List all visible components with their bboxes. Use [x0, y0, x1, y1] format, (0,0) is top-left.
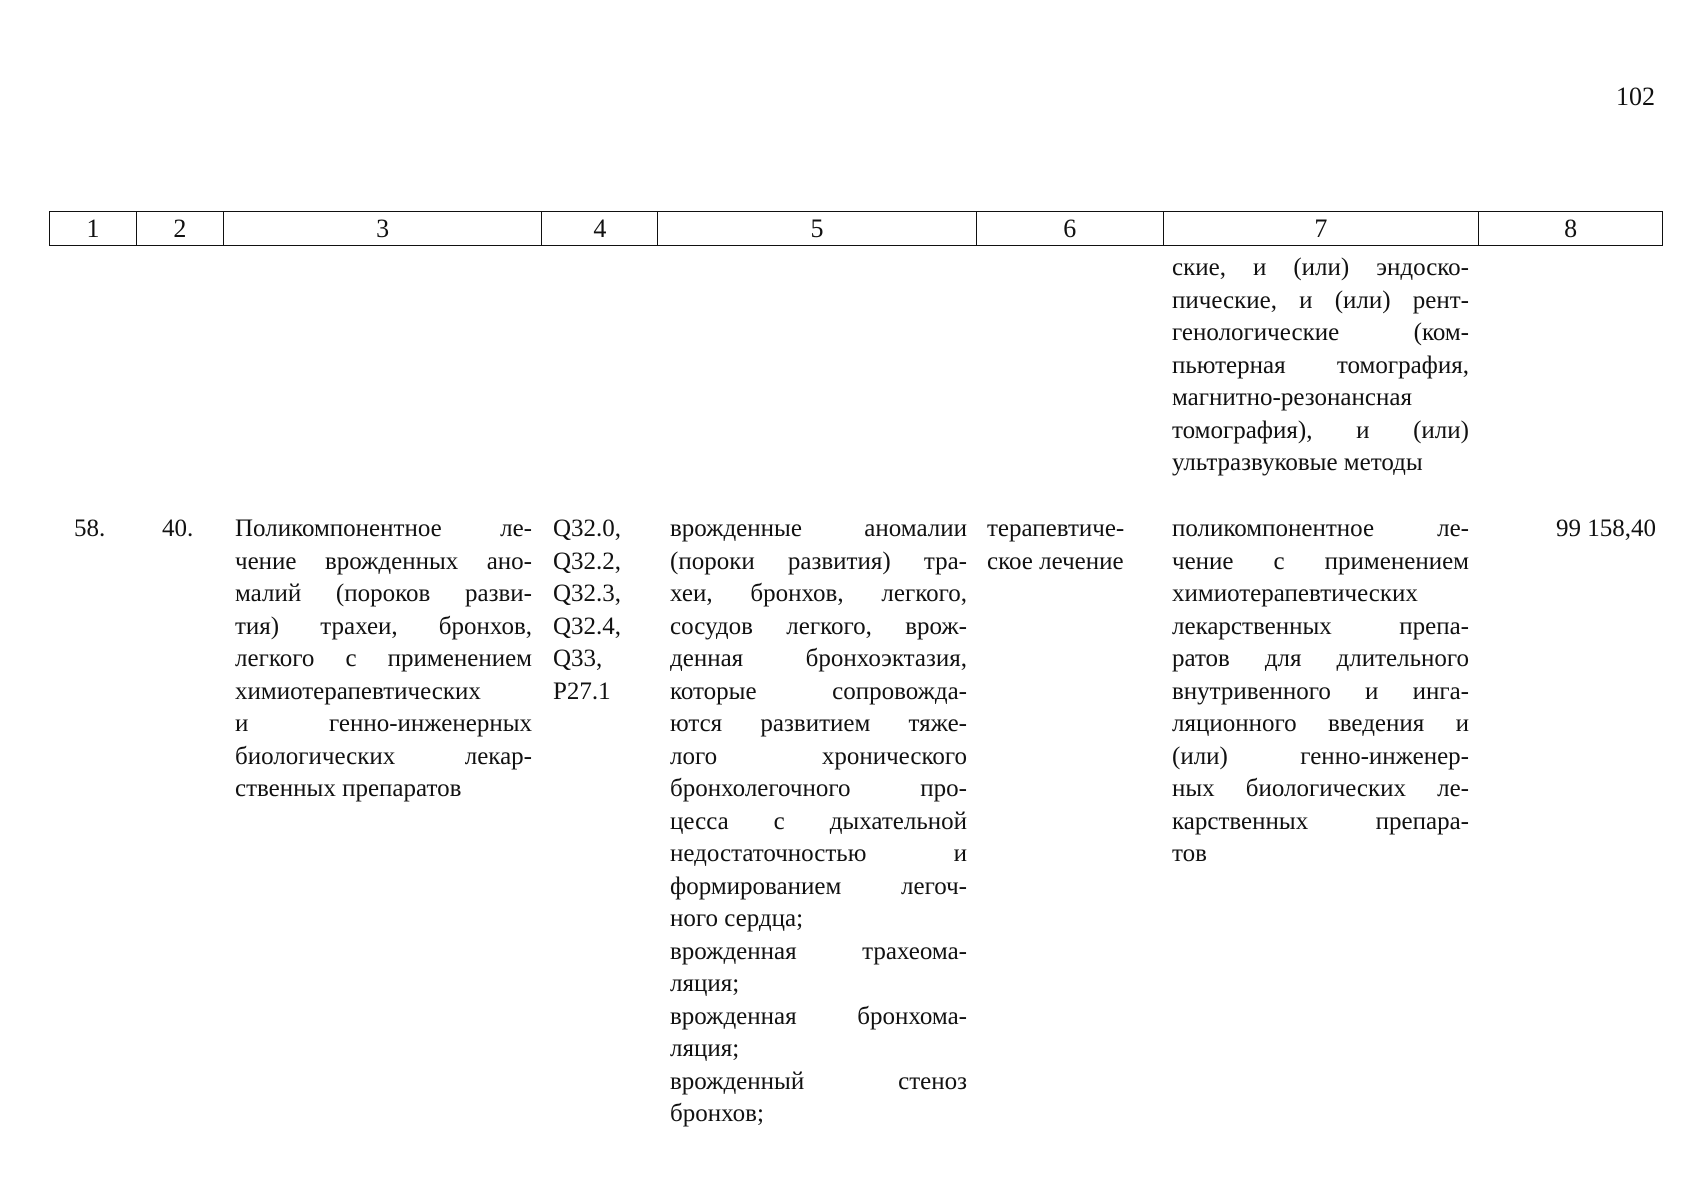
- text-line: малий (пороков разви-: [235, 580, 532, 607]
- header-cell-1: 1: [50, 212, 137, 245]
- text-line: лекарственных препа-: [1172, 612, 1469, 640]
- text-line: ных биологических ле-: [1172, 775, 1469, 802]
- header-cell-4: 4: [542, 212, 658, 245]
- text-line: химиотерапевтических: [1172, 580, 1418, 607]
- row-number: 58.: [74, 515, 106, 542]
- text-line: ственных препаратов: [235, 775, 462, 802]
- header-cell-2: 2: [137, 212, 224, 245]
- cost-value: 99 158,40: [1556, 515, 1656, 542]
- text-line: чение врожденных ано-: [235, 547, 532, 575]
- continuation-cell-col7: [1172, 252, 1469, 480]
- patient-model-cell: [670, 513, 967, 1131]
- header-cell-7: 7: [1164, 212, 1480, 245]
- icd-code: Q33,: [553, 645, 603, 672]
- cost-cell: [1490, 513, 1656, 546]
- text-line: ляция;: [670, 1035, 740, 1062]
- text-line: денная бронхоэктазия,: [670, 645, 967, 672]
- header-cell-8: 8: [1564, 213, 1578, 243]
- header-cell-6: 6: [977, 212, 1164, 245]
- icd-code: Q32.2,: [553, 547, 622, 575]
- text-line: врожденный стеноз: [670, 1067, 967, 1095]
- text-line: недостаточностью и: [670, 840, 967, 867]
- text-line: терапевтиче-: [987, 515, 1125, 542]
- text-line: бронхолегочного про-: [670, 775, 967, 802]
- text-line: биологических лекар-: [235, 742, 532, 770]
- text-line: ются развитием тяже-: [670, 710, 967, 737]
- text-line: (пороки развития) тра-: [670, 547, 967, 575]
- text-line: ультразвуковые методы: [1172, 449, 1423, 476]
- group-number-cell: [162, 513, 222, 546]
- text-line: поликомпонентное ле-: [1172, 515, 1469, 542]
- text-line: химиотерапевтических: [235, 677, 481, 705]
- text-line: карственных препара-: [1172, 807, 1469, 835]
- text-line: врожденная трахеома-: [670, 937, 967, 965]
- text-line: лого хронического: [670, 742, 967, 770]
- text-line: магнитно-резонансная: [1172, 384, 1412, 411]
- text-line: легкого с применением: [235, 645, 532, 672]
- icd-code: Q32.0,: [553, 515, 622, 542]
- text-line: и генно-инженерных: [235, 710, 532, 737]
- row-number-cell: [74, 513, 134, 546]
- text-line: чение с применением: [1172, 547, 1469, 575]
- text-line: ские, и (или) эндоско-: [1172, 254, 1469, 281]
- text-line: томография), и (или): [1172, 416, 1469, 444]
- text-line: генологические (ком-: [1172, 319, 1469, 346]
- header-cell-5: 5: [658, 212, 977, 245]
- text-line: ляционного введения и: [1172, 710, 1469, 737]
- icd-codes-cell: [553, 513, 653, 708]
- text-line: Поликомпонентное ле-: [235, 515, 532, 542]
- treatment-type-cell: [987, 513, 1151, 578]
- text-line: ляция;: [670, 970, 740, 997]
- text-line: ного сердца;: [670, 905, 804, 932]
- treatment-method-cell: [1172, 513, 1469, 871]
- text-line: ское лечение: [987, 547, 1124, 575]
- text-line: (или) генно-инженер-: [1172, 742, 1469, 770]
- page-number: 102: [1616, 82, 1655, 111]
- treatment-name-cell: [235, 513, 532, 806]
- table-header-row: [49, 211, 1663, 246]
- text-line: хеи, бронхов, легкого,: [670, 580, 967, 607]
- text-line: которые сопровожда-: [670, 677, 967, 705]
- text-line: сосудов легкого, врож-: [670, 612, 967, 640]
- group-number: 40.: [162, 515, 194, 542]
- icd-code: P27.1: [553, 677, 611, 705]
- text-line: бронхов;: [670, 1100, 764, 1127]
- text-line: ратов для длительного: [1172, 645, 1469, 672]
- text-line: тия) трахеи, бронхов,: [235, 612, 532, 640]
- text-line: цесса с дыхательной: [670, 807, 967, 835]
- text-line: врожденные аномалии: [670, 515, 967, 542]
- text-line: тов: [1172, 840, 1207, 867]
- text-line: внутривенного и инга-: [1172, 677, 1469, 705]
- text-line: пические, и (или) рент-: [1172, 286, 1469, 314]
- icd-code: Q32.4,: [553, 612, 622, 640]
- header-cell-3: 3: [224, 212, 543, 245]
- icd-code: Q32.3,: [553, 580, 622, 607]
- text-line: формированием легоч-: [670, 872, 967, 900]
- text-line: врожденная бронхома-: [670, 1002, 967, 1030]
- text-line: пьютерная томография,: [1172, 351, 1469, 379]
